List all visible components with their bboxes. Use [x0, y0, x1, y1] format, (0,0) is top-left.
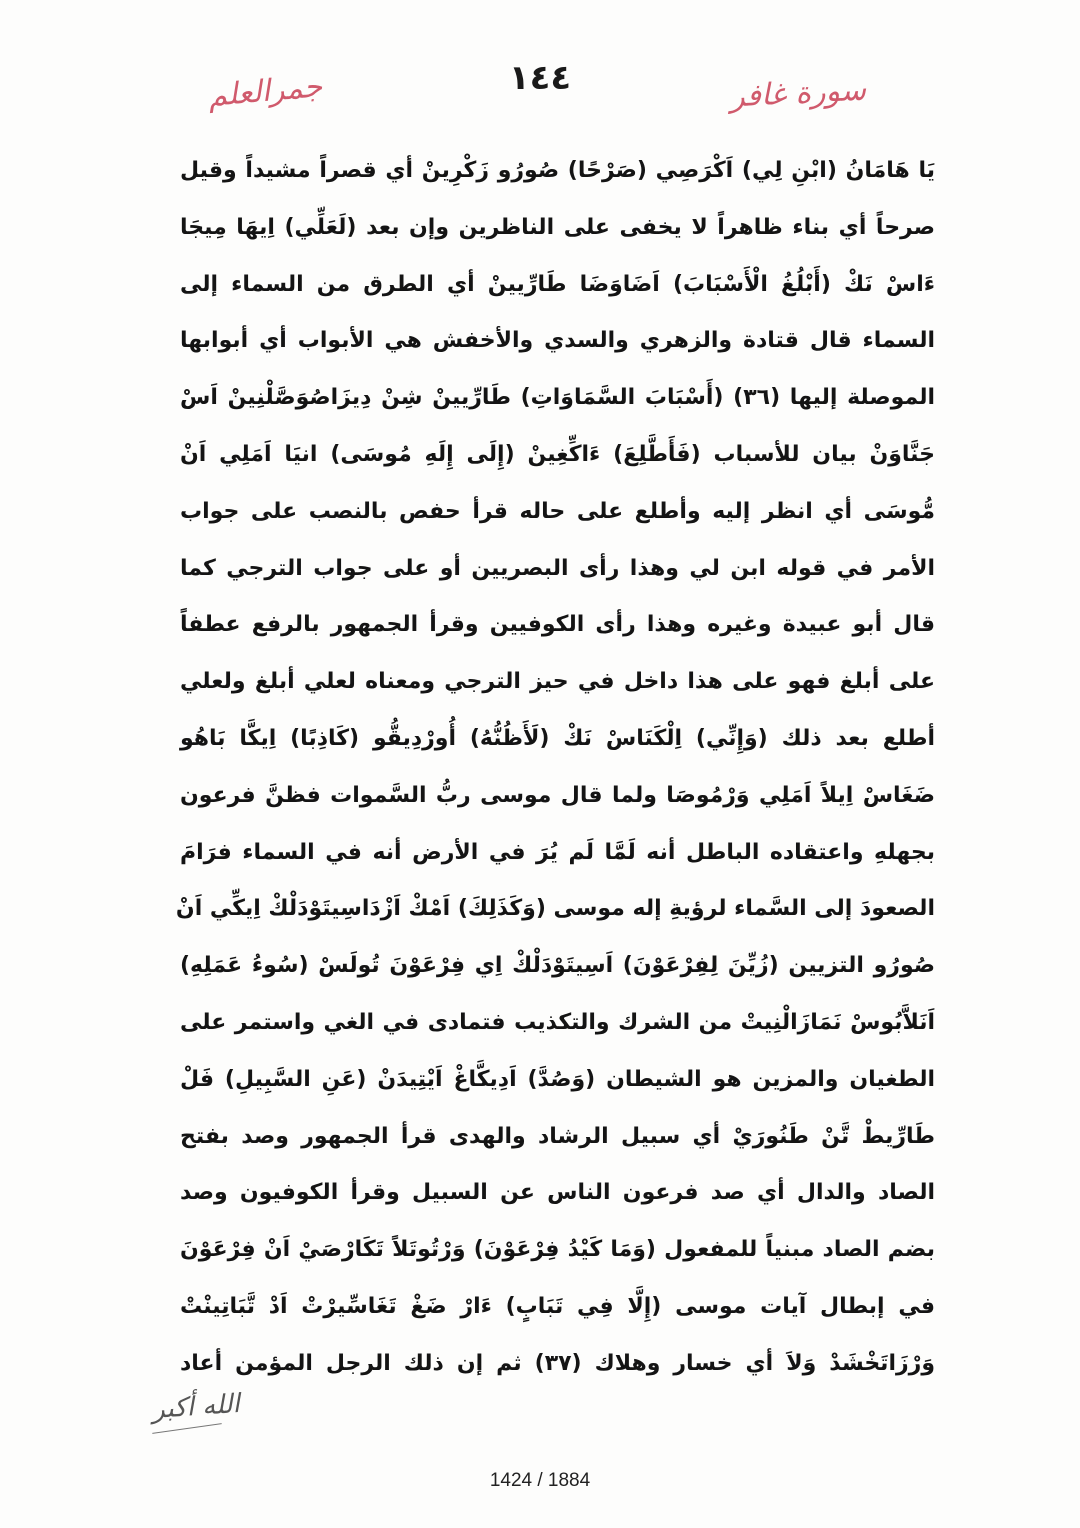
text-line: وَرْزَاتَخْشَدْ وَلاَ أي خسار وهلاك (٣٧) ثم إن ذلك الرجل المؤمن أعاد: [180, 1350, 935, 1376]
text-line: الطغيان والمزين هو الشيطان (وَصُدَّ) اَدِيكَّاغْ اَيْتِيدَنْ (عَنِ السَّبِيلِ) فَلْ: [180, 1066, 935, 1092]
text-line: مُّوسَى أي انظر إليه وأطلع على حاله قرأ حفص بالنصب على جواب: [180, 498, 935, 524]
text-line: الموصلة إليها (٣٦) (أَسْبَابَ السَّمَاوَاتِ) طَارِّيينْ شِنْ دِيزَاصُوَصَّلْنِينْ اَسْ: [180, 385, 935, 411]
text-line: قال أبو عبيدة وغيره وهذا رأى الكوفيين وقرأ الجمهور بالرفع عطفاً: [180, 612, 935, 638]
text-line: بضم الصاد مبنياً للمفعول (وَمَا كَيْدُ فِرْعَوْنَ) وَرْتُوتَلاً تَكَارْصَيْ اَنْ فِرْعَوْنَ: [180, 1237, 935, 1263]
text-line: الصعودَ إلى السَّماء لرؤيةِ إله موسى (وَكَذَلِكَ) اَمْكْ اَزْدَاسِيتَوْدَلْكْ اِيكِّي اَنْ: [175, 896, 935, 922]
body-text: [175, 143, 935, 1393]
text-line: صرحاً أي بناء ظاهراً لا يخفى على الناظرين وإن بعد (لَعَلِّي) اِيهَا مِيجَا: [180, 214, 935, 240]
text-line: جَنَّاوَنْ بيان للأسباب (فَأَطَّلِعَ) ءَاكِّغِينْ (إِلَى إِلَهِ مُوسَى) انيَا اَمَلِي اَنْ: [180, 441, 935, 467]
handwritten-signature: الله أكبر: [151, 1388, 241, 1426]
text-line: على أبلغ فهو على هذا داخل في حيز الترجي ومعناه لعلي أبلغ ولعلي: [180, 669, 935, 695]
text-line: أطلع بعد ذلك (وَإِنِّي) اِلْكَنَاسْ نَكْ (لَأَظُنُّهُ) أُورْدِيقُّو (كَاذِبًا) اِيكَّا بَاهُو: [180, 725, 935, 751]
text-line: الصاد والدال أي صد فرعون الناس عن السبيل وقرأ الكوفيون وصد: [180, 1180, 935, 1206]
handwritten-note-right: سورة غافر: [729, 72, 867, 115]
text-line: طَارِّيطْ تَّنْ طَنُورَيْ أي سبيل الرشاد والهدى قرأ الجمهور وصد بفتح: [180, 1123, 935, 1149]
text-line: ءَاسْ نَكْ (أَبْلُغُ الْأَسْبَابَ) اَضَاوَضَا طَارِّيينْ أي الطرق من السماء إلى: [180, 271, 935, 297]
text-line: يَا هَامَانُ (ابْنِ لِي) اَكْرَصِي (صَرْحًا) صُورُو زَكْرِينْ أي قصراً مشيداً وقيل: [180, 158, 935, 183]
text-line: السماء قال قتادة والزهري والسدي والأخفش هي الأبواب أي أبوابها: [180, 328, 935, 354]
page-number: ١٤٤: [508, 58, 572, 98]
text-line: صُورُو التزيين (زُيِّنَ لِفِرْعَوْنَ) اَسِيتَوْدَلْكْ اِي فِرْعَوْنَ تُولَسْ (سُوءُ عَمَلِهِ): [180, 953, 935, 979]
text-line: ضَغَاسْ اِيلاً اَمَلِي وَرْمُوصَا ولما قال موسى ربُّ السَّموات فظنَّ فرعون: [180, 782, 935, 808]
text-line: الأمر في قوله ابن لي وهذا رأى البصريين أو على جواب الترجي كما: [180, 555, 935, 581]
text-line: في إبطال آيات موسى (إِلَّا فِي تَبَابٍ) ءَارْ ضَغْ تَغَاسِّيرْتْ اَدْ تَّبَاتِينْتْ: [180, 1293, 935, 1319]
text-line: اَنَلاَّبُوسْ نَمَازَالْنِيتْ من الشرك والتكذيب فتمادى في الغي واستمر على: [180, 1009, 935, 1035]
page-counter: 1424 / 1884: [489, 1470, 591, 1491]
signature-stroke: [152, 1423, 221, 1434]
text-line: بجهلهِ واعتقاده الباطل أنه لَمَّا لَم يُرَ في الأرض أنه في السماء فرَامَ: [180, 839, 935, 865]
handwritten-note-left: جمرالعلم: [206, 69, 324, 114]
